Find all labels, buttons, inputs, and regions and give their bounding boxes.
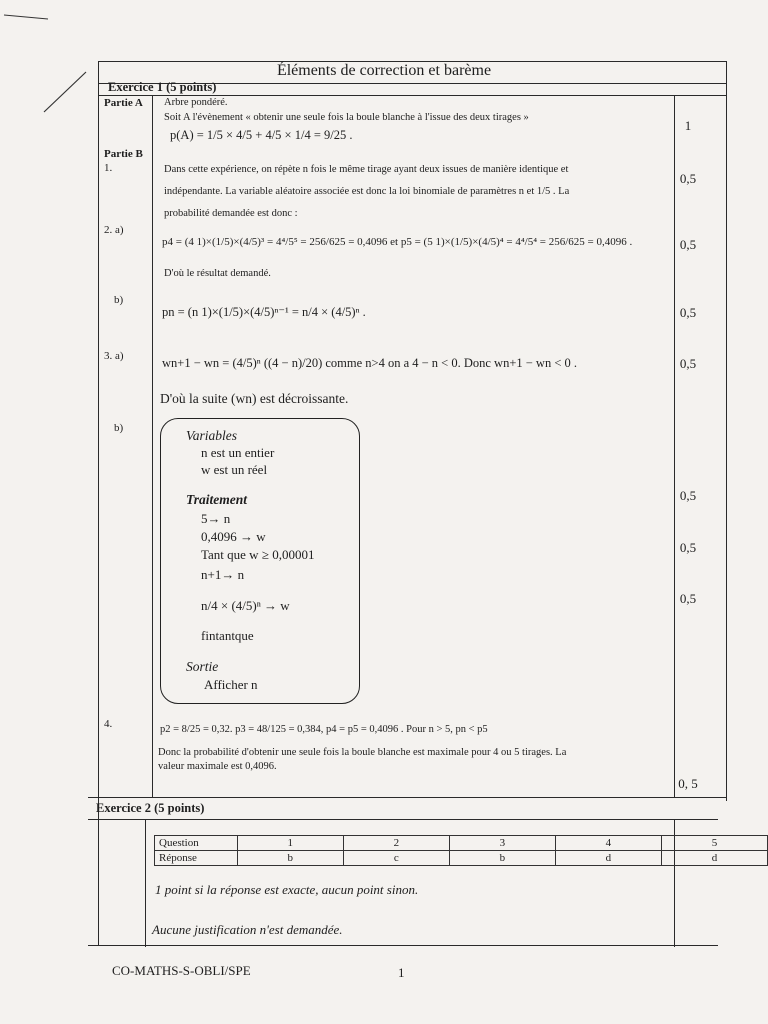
page-title: Éléments de correction et barème bbox=[276, 62, 492, 79]
partA-formula: p(A) = 1/5 × 4/5 + 4/5 × 1/4 = 9/25 . bbox=[170, 128, 353, 142]
answer-table bbox=[154, 835, 768, 866]
exercise1-header: Exercice 1 (5 points) bbox=[108, 80, 217, 94]
table-cell: 1 bbox=[237, 836, 343, 851]
q3a-score: 0,5 bbox=[679, 356, 697, 371]
q2a-score: 0,5 bbox=[679, 237, 697, 252]
q3a-formula: wn+1 − wn = (4/5)ⁿ ((4 − n)/20) comme n>4 on a 4 − n < 0. Donc wn+1 − wn < 0 . bbox=[162, 356, 578, 370]
table-cell: b bbox=[237, 851, 343, 866]
algo-var1: n est un entier bbox=[201, 445, 275, 460]
frame-col-score bbox=[674, 95, 675, 797]
page-number: 1 bbox=[398, 965, 405, 980]
frame-ex2-bottom bbox=[88, 819, 718, 820]
algo-t1: 5→ n bbox=[201, 511, 231, 526]
table-row bbox=[155, 851, 768, 866]
algo-t6: fintantque bbox=[201, 628, 254, 643]
table-row-label: Réponse bbox=[155, 851, 238, 866]
q4-formula: p2 = 8/25 = 0,32. p3 = 48/125 = 0,384, p4 = p5 = 0,4096 . Pour n > 5, pn < p5 bbox=[160, 724, 488, 735]
q1-num: 1. bbox=[104, 162, 113, 174]
q3b-num: b) bbox=[114, 422, 124, 434]
frame-right bbox=[726, 61, 727, 801]
pen-stroke bbox=[4, 15, 48, 19]
q3a-conclusion: D'où la suite (wn) est décroissante. bbox=[160, 391, 349, 406]
table-row bbox=[155, 836, 768, 851]
frame-ex2-top bbox=[88, 797, 727, 798]
table-cell: 5 bbox=[661, 836, 767, 851]
algo-t5: n/4 × (4/5)ⁿ → w bbox=[201, 598, 290, 613]
algo-variables-title: Variables bbox=[186, 428, 238, 443]
q2a-formula: p4 = (4 1)×(1/5)×(4/5)³ = 4⁴/5⁵ = 256/625 = 0,4096 et p5 = (5 1)×(1/5)×(4/5)⁴ = 4⁴/5⁴ = 256/625 = 0,4096 . bbox=[162, 236, 633, 248]
q1-line3: probabilité demandée est donc : bbox=[164, 208, 298, 219]
q4-line1: Donc la probabilité d'obtenir une seule fois la boule blanche est maximale pour 4 ou 5 tirages. La bbox=[158, 747, 567, 758]
q4-num: 4. bbox=[104, 718, 113, 730]
q3b-score-2: 0,5 bbox=[679, 540, 697, 555]
q3b-score-3: 0,5 bbox=[679, 591, 697, 606]
algo-t2: 0,4096 → w bbox=[201, 529, 266, 544]
table-cell: 4 bbox=[555, 836, 661, 851]
q3b-score-1: 0,5 bbox=[679, 488, 697, 503]
partB-label: Partie B bbox=[104, 148, 143, 160]
table-cell: 2 bbox=[343, 836, 449, 851]
table-cell: b bbox=[449, 851, 555, 866]
q2a-conclusion: D'où le résultat demandé. bbox=[164, 268, 271, 279]
algo-t3: Tant que w ≥ 0,00001 bbox=[201, 547, 315, 562]
frame-ex1-bottom bbox=[98, 95, 727, 96]
table-cell: 3 bbox=[449, 836, 555, 851]
pen-marks bbox=[0, 0, 120, 130]
frame-col-num bbox=[152, 95, 153, 797]
partA-line2: Soit A l'évènement « obtenir une seule fois la boule blanche à l'issue des deux tirages » bbox=[164, 112, 529, 123]
frame-bottom bbox=[88, 945, 718, 946]
table-cell: c bbox=[343, 851, 449, 866]
partA-line1: Arbre pondéré. bbox=[164, 97, 228, 108]
q2b-num: b) bbox=[114, 294, 124, 306]
algo-s1: Afficher n bbox=[204, 677, 258, 692]
algo-t4: n+1→ n bbox=[201, 567, 245, 582]
table-row-label: Question bbox=[155, 836, 238, 851]
q2a-num: 2. a) bbox=[104, 224, 124, 236]
algo-sortie-title: Sortie bbox=[186, 659, 219, 674]
algo-var2: w est un réel bbox=[201, 462, 268, 477]
algo-traitement-title: Traitement bbox=[186, 492, 247, 507]
partA-score: 1 bbox=[684, 118, 692, 133]
footer-code: CO-MATHS-S-OBLI/SPE bbox=[112, 963, 251, 978]
partA-label: Partie A bbox=[104, 97, 143, 109]
q1-score: 0,5 bbox=[679, 171, 697, 186]
q2b-score: 0,5 bbox=[679, 305, 697, 320]
q1-line1: Dans cette expérience, on répète n fois le même tirage ayant deux issues de manière identique et bbox=[164, 164, 569, 175]
ex2-note2: Aucune justification n'est demandée. bbox=[152, 922, 343, 937]
table-cell: d bbox=[661, 851, 767, 866]
q4-score: 0, 5 bbox=[678, 776, 698, 791]
ex2-note1: 1 point si la réponse est exacte, aucun point sinon. bbox=[155, 882, 419, 897]
q1-line2: indépendante. La variable aléatoire associée est donc la loi binomiale de paramètres n et 1/5 . La bbox=[164, 186, 570, 197]
frame-ex2-col bbox=[145, 819, 146, 947]
q2b-formula: pn = (n 1)×(1/5)×(4/5)ⁿ⁻¹ = n/4 × (4/5)ⁿ . bbox=[162, 305, 366, 319]
q3a-num: 3. a) bbox=[104, 350, 124, 362]
table-cell: d bbox=[555, 851, 661, 866]
exercise2-header: Exercice 2 (5 points) bbox=[96, 801, 205, 815]
pen-stroke bbox=[44, 72, 86, 112]
q4-line2: valeur maximale est 0,4096. bbox=[158, 761, 277, 772]
